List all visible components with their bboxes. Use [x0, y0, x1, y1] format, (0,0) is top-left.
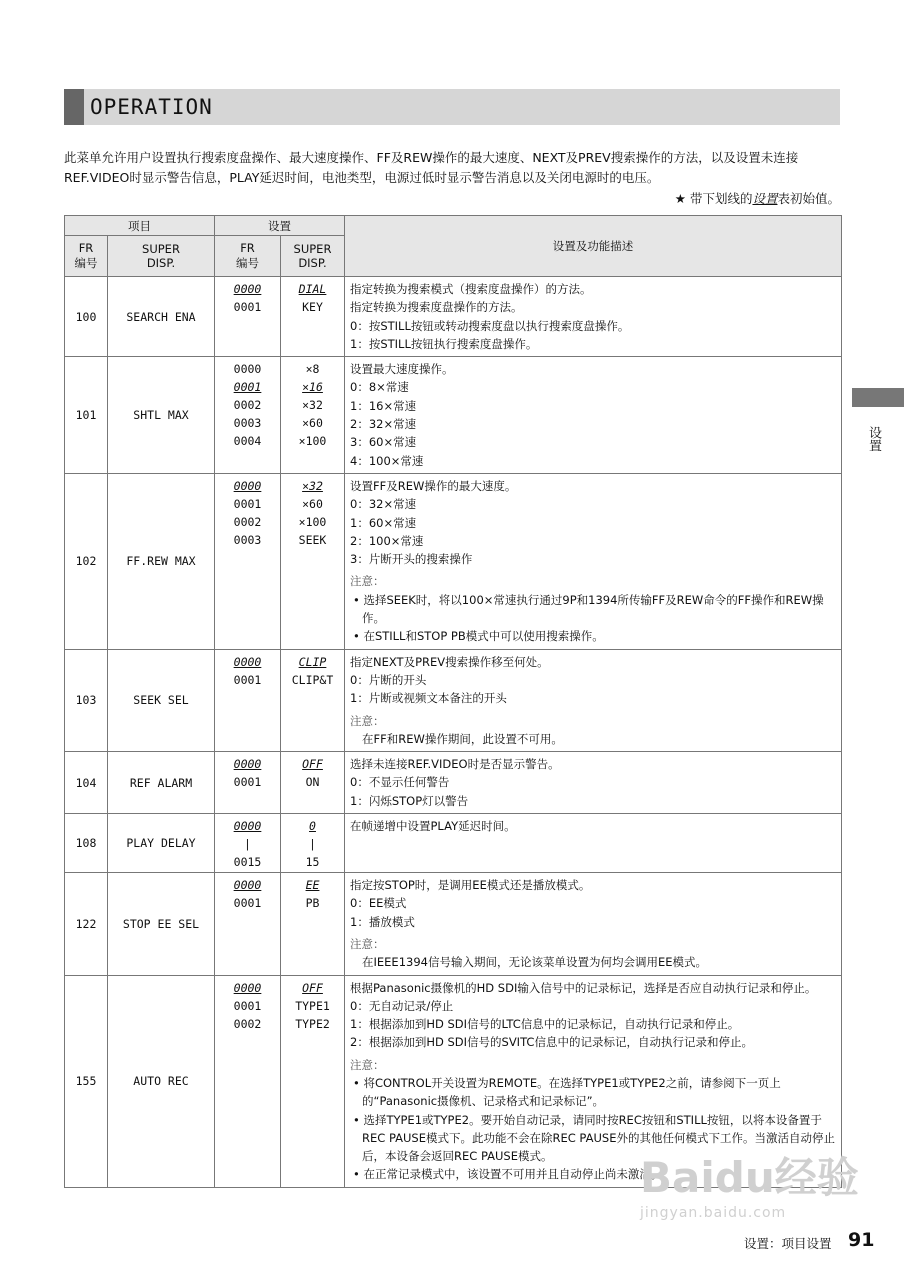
setting-value: ×100 — [298, 514, 327, 529]
row-fr-number: 155 — [65, 975, 108, 1187]
setting-value: OFF — [302, 757, 323, 772]
setting-fr-values — [215, 357, 281, 474]
header-marker — [64, 89, 84, 125]
setting-value: 0003 — [233, 532, 262, 547]
setting-super-disp-values — [281, 649, 345, 751]
note-line: • 选择TYPE1或TYPE2。要开始自动记录，请同时按REC按钮和STILL按钮，以将本设备置于REC PAUSE模式下。此功能不会在除REC PAUSE外的其他任何模式下工作。当激活自动停止后，本设备会返回REC PAUSE模式。 — [353, 1112, 835, 1164]
description-line: 1：16×常速 — [350, 398, 417, 413]
note-line: 在IEEE1394信号输入期间，无论该菜单设置为何均会调用EE模式。 — [362, 955, 707, 970]
setting-value: ×100 — [298, 434, 327, 449]
description-line: 3：片断开头的搜索操作 — [350, 552, 473, 567]
setting-super-disp-values — [281, 277, 345, 357]
header-setting-fr-number: FR 编号 — [215, 236, 281, 277]
row-super-disp: SEARCH ENA — [108, 277, 215, 357]
setting-value: ×8 — [305, 362, 320, 377]
header-description: 设置及功能描述 — [345, 216, 842, 277]
watermark-brand: Baidu经验 — [640, 1153, 859, 1202]
row-super-disp: PLAY DELAY — [108, 814, 215, 873]
table-row — [65, 873, 842, 975]
header-setting-super-disp: SUPER DISP. — [281, 236, 345, 277]
description-line: 0：无自动记录/停止 — [350, 998, 454, 1013]
setting-value: 0000 — [233, 282, 262, 296]
setting-value: ON — [305, 775, 320, 790]
note-label: 注意： — [350, 713, 385, 728]
settings-table — [64, 215, 842, 1188]
setting-value: 0004 — [233, 434, 262, 449]
table-row — [65, 357, 842, 474]
setting-super-disp-values — [281, 814, 345, 873]
watermark — [640, 1145, 859, 1221]
watermark-url: jingyan.baidu.com — [640, 1205, 787, 1221]
note-line: • 在STILL和STOP PB模式中可以使用搜索操作。 — [353, 629, 604, 644]
setting-fr-values — [215, 649, 281, 751]
settings-table-body — [65, 277, 842, 1188]
setting-value: 0001 — [233, 496, 262, 511]
setting-value: ×60 — [302, 496, 323, 511]
description-line: 0：片断的开头 — [350, 672, 427, 687]
description-line: 2：根据添加到HD SDI信号的SVITC信息中的记录标记，自动执行记录和停止。 — [350, 1035, 753, 1050]
row-super-disp: AUTO REC — [108, 975, 215, 1187]
setting-value: | — [309, 837, 316, 852]
row-fr-number: 108 — [65, 814, 108, 873]
setting-value: TYPE1 — [295, 998, 330, 1013]
row-description — [345, 473, 842, 649]
description-line: 0：EE模式 — [350, 896, 407, 911]
setting-value: 0001 — [233, 998, 262, 1013]
row-super-disp: STOP EE SEL — [108, 873, 215, 975]
setting-value: TYPE2 — [295, 1016, 330, 1031]
section-title: OPERATION — [90, 95, 213, 119]
row-description — [345, 814, 842, 873]
table-row — [65, 814, 842, 873]
footer-section: 设置：项目设置 — [744, 1236, 832, 1251]
setting-fr-values — [215, 752, 281, 814]
default-note-suffix: 表初始值。 — [777, 191, 840, 206]
row-super-disp: REF ALARM — [108, 752, 215, 814]
description-line: 1：根据添加到HD SDI信号的LTC信息中的记录标记，自动执行记录和停止。 — [350, 1017, 740, 1032]
row-description — [345, 649, 842, 751]
row-super-disp: SHTL MAX — [108, 357, 215, 474]
header-super-disp: SUPER DISP. — [108, 236, 215, 277]
setting-value: KEY — [302, 300, 323, 314]
setting-value: 0 — [309, 819, 316, 834]
row-fr-number: 102 — [65, 473, 108, 649]
row-description — [345, 752, 842, 814]
intro-line-2: REF.VIDEO时显示警告信息，PLAY延迟时间，电池类型，电源过低时显示警告消息以及关闭电源时的电压。 — [64, 170, 660, 185]
setting-value: 0001 — [233, 672, 262, 687]
setting-super-disp-values — [281, 357, 345, 474]
description-line: 指定转换为搜索模式（搜索度盘操作）的方法。 — [350, 282, 592, 296]
setting-super-disp-values — [281, 473, 345, 649]
row-fr-number: 100 — [65, 277, 108, 357]
description-line: 指定按STOP时，是调用EE模式还是播放模式。 — [350, 878, 591, 893]
description-line: 设置最大速度操作。 — [350, 362, 454, 377]
setting-fr-values — [215, 814, 281, 873]
description-line: 2：32×常速 — [350, 417, 417, 432]
setting-value: 0000 — [233, 654, 262, 669]
row-description — [345, 357, 842, 474]
side-tab-label: 设置 — [866, 426, 881, 452]
setting-super-disp-values — [281, 752, 345, 814]
row-description — [345, 277, 842, 357]
setting-value: 0000 — [233, 980, 262, 995]
row-fr-number: 122 — [65, 873, 108, 975]
setting-value: 0001 — [233, 775, 262, 790]
page-number: 91 — [848, 1229, 875, 1251]
setting-fr-values — [215, 975, 281, 1187]
default-note-prefix: ★ 带下划线的 — [674, 191, 753, 206]
setting-value: | — [244, 837, 251, 852]
setting-value: 0015 — [233, 855, 262, 870]
header-fr-number: FR 编号 — [65, 236, 108, 277]
setting-value: 0001 — [233, 380, 262, 395]
row-super-disp: FF.REW MAX — [108, 473, 215, 649]
intro-line-1: 此菜单允许用户设置执行搜索度盘操作、最大速度操作、FF及REW操作的最大速度、NEXT及PREV搜索操作的方法，以及设置未连接 — [64, 150, 799, 165]
description-line: 3：60×常速 — [350, 435, 417, 450]
description-line: 1：按STILL按钮执行搜索度盘操作。 — [350, 336, 538, 351]
setting-value: PB — [305, 896, 320, 911]
setting-value: 0000 — [233, 757, 262, 772]
description-line: 设置FF及REW操作的最大速度。 — [350, 478, 517, 493]
table-row — [65, 649, 842, 751]
setting-fr-values — [215, 473, 281, 649]
setting-value: ×16 — [302, 380, 323, 395]
description-line: 4：100×常速 — [350, 453, 424, 468]
setting-value: 0001 — [233, 300, 262, 314]
note-line: • 在正常记录模式中，该设置不可用并且自动停止尚未激活。 — [353, 1167, 663, 1182]
header-item: 项目 — [65, 216, 215, 236]
row-fr-number: 101 — [65, 357, 108, 474]
note-label: 注意： — [350, 936, 385, 951]
description-line: 指定NEXT及PREV搜索操作移至何处。 — [350, 654, 549, 669]
description-line: 0：8×常速 — [350, 380, 409, 395]
note-line: • 将CONTROL开关设置为REMOTE。在选择TYPE1或TYPE2之前，请参阅下一页上的“Panasonic摄像机、记录格式和记录标记”。 — [353, 1075, 781, 1109]
description-line: 0：按STILL按钮或转动搜索度盘以执行搜索度盘操作。 — [350, 318, 630, 333]
setting-value: 0002 — [233, 514, 262, 529]
setting-value: 0003 — [233, 416, 262, 431]
table-row — [65, 277, 842, 357]
intro-paragraph — [64, 148, 844, 188]
row-description — [345, 873, 842, 975]
default-note — [675, 189, 840, 207]
setting-value: 0000 — [233, 478, 262, 493]
section-header — [64, 89, 840, 125]
description-line: 0：32×常速 — [350, 497, 417, 512]
setting-value: ×60 — [302, 416, 323, 431]
setting-value: 0001 — [233, 896, 262, 911]
setting-value: DIAL — [298, 282, 327, 296]
description-line: 2：100×常速 — [350, 533, 424, 548]
description-line: 根据Panasonic摄像机的HD SDI输入信号中的记录标记，选择是否应自动执行记录和停止。 — [350, 980, 817, 995]
description-line: 指定转换为搜索度盘操作的方法。 — [350, 300, 523, 315]
setting-value: 15 — [305, 855, 320, 870]
setting-value: 0000 — [233, 362, 262, 377]
header-setting: 设置 — [215, 216, 345, 236]
setting-value: EE — [305, 878, 320, 893]
description-line: 1：闪烁STOP灯以警告 — [350, 793, 469, 808]
setting-value: 0002 — [233, 1016, 262, 1031]
row-fr-number: 103 — [65, 649, 108, 751]
note-label: 注意： — [350, 574, 385, 589]
description-line: 1：片断或视频文本备注的开头 — [350, 691, 507, 706]
row-fr-number: 104 — [65, 752, 108, 814]
description-line: 选择未连接REF.VIDEO时是否显示警告。 — [350, 757, 560, 772]
note-label: 注意： — [350, 1057, 385, 1072]
description-line: 0：不显示任何警告 — [350, 775, 450, 790]
setting-fr-values — [215, 277, 281, 357]
default-note-underlined: 设置 — [752, 191, 778, 206]
setting-value: ×32 — [302, 398, 323, 413]
setting-super-disp-values — [281, 873, 345, 975]
setting-value: 0002 — [233, 398, 262, 413]
description-line: 在帧递增中设置PLAY延迟时间。 — [350, 819, 516, 834]
setting-value: ×32 — [302, 478, 323, 493]
note-line: • 选择SEEK时，将以100×常速执行通过9P和1394所传输FF及REW命令的FF操作和REW操作。 — [353, 592, 824, 626]
setting-value: OFF — [302, 980, 323, 995]
setting-value: 0000 — [233, 878, 262, 893]
side-tab-bar — [852, 388, 904, 407]
row-super-disp: SEEK SEL — [108, 649, 215, 751]
description-line: 1：播放模式 — [350, 914, 415, 929]
setting-super-disp-values — [281, 975, 345, 1187]
table-row — [65, 752, 842, 814]
setting-value: CLIP&T — [291, 672, 334, 687]
description-line: 1：60×常速 — [350, 515, 417, 530]
setting-value: SEEK — [298, 532, 327, 547]
setting-value: 0000 — [233, 819, 262, 834]
setting-fr-values — [215, 873, 281, 975]
setting-value: CLIP — [298, 654, 327, 669]
table-row — [65, 473, 842, 649]
note-line: 在FF和REW操作期间，此设置不可用。 — [362, 731, 563, 746]
